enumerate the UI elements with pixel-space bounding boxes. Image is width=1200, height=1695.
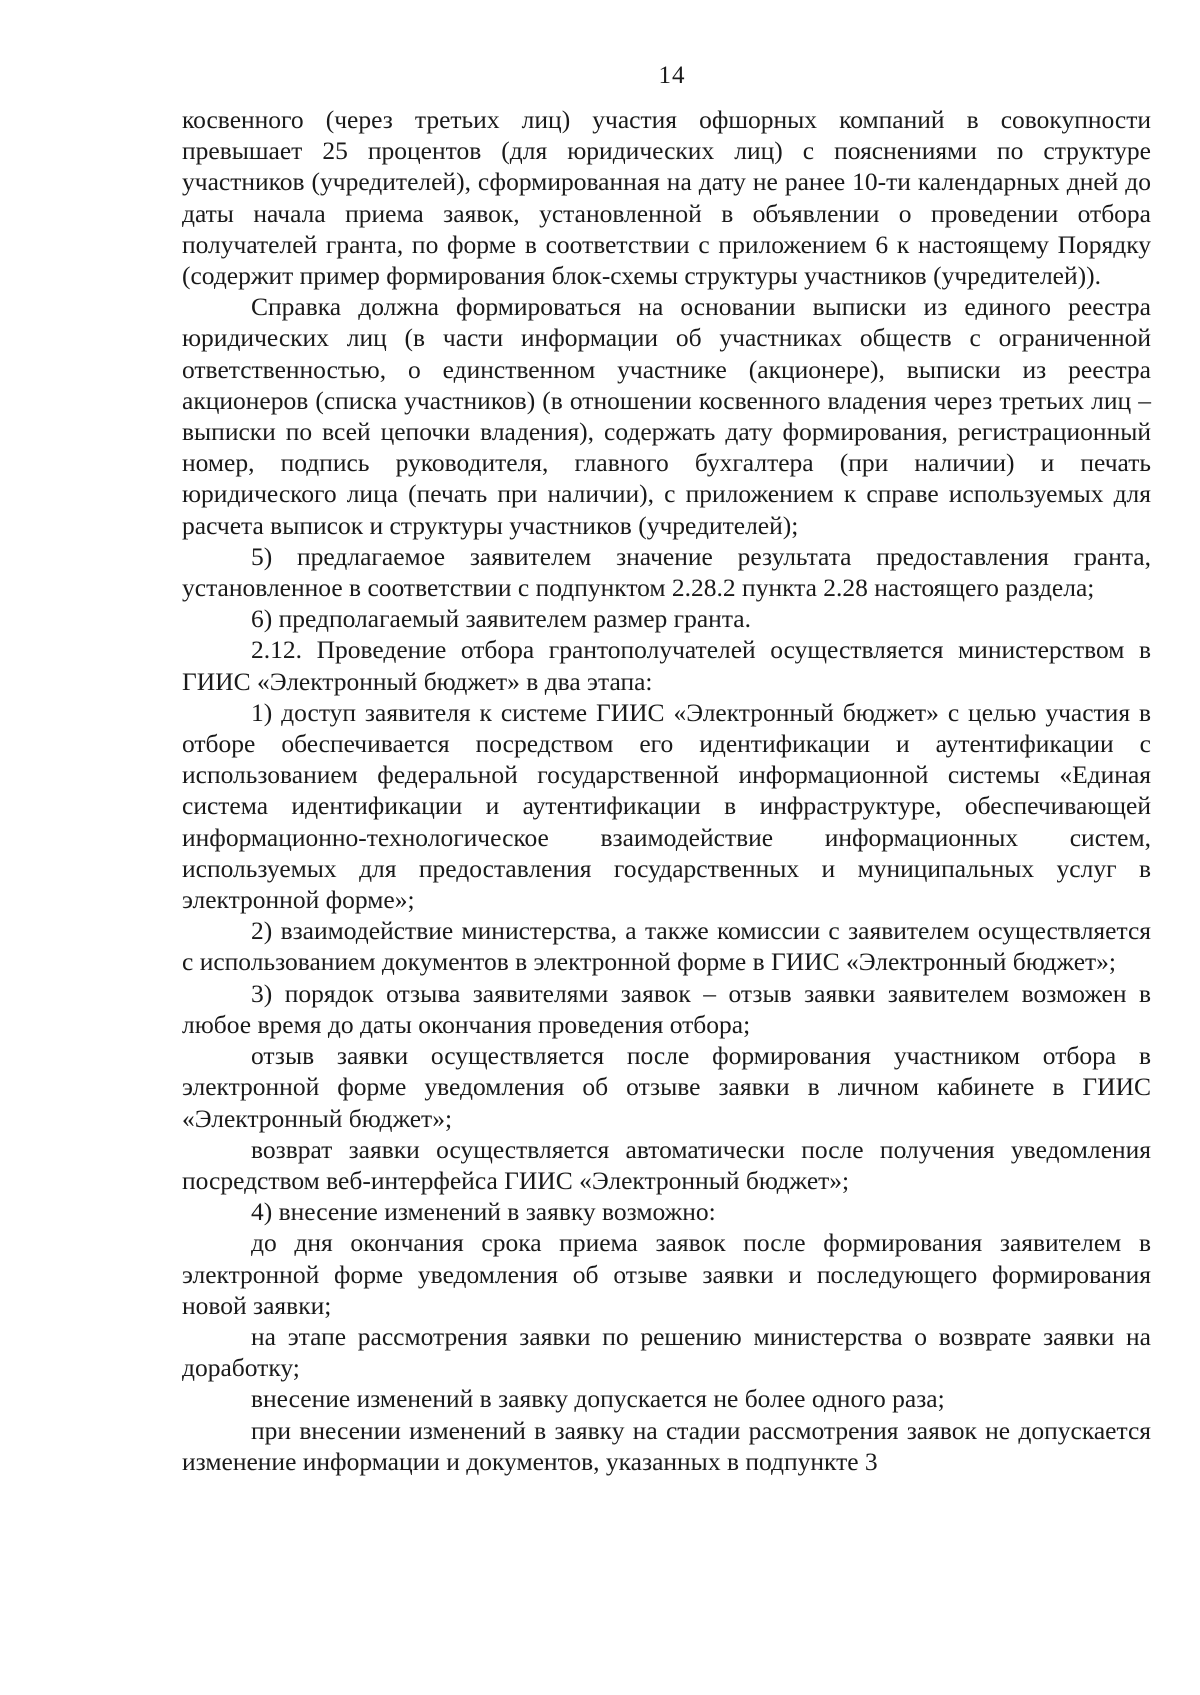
paragraph-changes-once: внесение изменений в заявку допускается не более одного раза; — [251, 1384, 945, 1414]
paragraph-item-6-grant-size: 6) предполагаемый заявителем размер гранта. — [251, 604, 751, 634]
page-number: 14 — [658, 62, 686, 89]
paragraph-certificate-requirements: Справка должна формироваться на основании выписки из единого реестра юридических лиц (в части информации об участниках обществ с ограниченной ответственностью, о единственном участнике (акционере), выписки из реестра акционеров (списка участников) (в отношении косвенного владения через третьих лиц – выписки по всей цепочки владения), содержать дату формирования, регистрационный номер, подпись руководителя, главного бухгалтера (при наличии) и печать юридического лица (печать при наличии), с приложением к справе используемых для расчета выписок и структуры участников (учредителей); — [182, 292, 1151, 540]
paragraph-offshore-continuation: косвенного (через третьих лиц) участия офшорных компаний в совокупности превышает 25 процентов (для юридических лиц) с пояснениями по структуре участников (учредителей), сформированная на дату не ранее 10-ти календарных дней до даты начала приема заявок, установленной в объявлении о проведении отбора получателей гранта, по форме в соответствии с приложением 6 к настоящему Порядку (содержит пример формирования блок-схемы структуры участников (учредителей)). — [182, 105, 1151, 291]
document-body — [182, 104, 1151, 1477]
paragraph-stage-2-interaction: 2) взаимодействие министерства, а также комиссии с заявителем осуществляется с использованием документов в электронной форме в ГИИС «Электронный бюджет»; — [182, 916, 1151, 977]
paragraph-changes-restriction: при внесении изменений в заявку на стадии рассмотрения заявок не допускается изменение информации и документов, указанных в подпункте 3 — [182, 1415, 1151, 1476]
paragraph-changes-on-review: на этапе рассмотрения заявки по решению министерства о возврате заявки на доработку; — [182, 1321, 1151, 1383]
paragraph-changes-before-deadline: до дня окончания срока приема заявок после формирования заявителем в электронной форме уведомления об отзыве заявки и последующего формирования новой заявки; — [182, 1228, 1151, 1320]
paragraph-item-3-withdrawal-order: 3) порядок отзыва заявителями заявок – отзыв заявки заявителем возможен в любое время до даты окончания проведения отбора; — [182, 978, 1151, 1039]
paragraph-item-4-changes: 4) внесение изменений в заявку возможно: — [251, 1197, 716, 1227]
paragraph-withdrawal-procedure: отзыв заявки осуществляется после формирования участником отбора в электронной форме уведомления об отзыве заявки в личном кабинете в ГИИС «Электронный бюджет»; — [182, 1041, 1151, 1133]
paragraph-section-2-12: 2.12. Проведение отбора грантополучателей осуществляется министерством в ГИИС «Электронный бюджет» в два этапа: — [182, 635, 1151, 696]
paragraph-application-return: возврат заявки осуществляется автоматически после получения уведомления посредством веб-интерфейса ГИИС «Электронный бюджет»; — [182, 1134, 1151, 1195]
paragraph-stage-1-access: 1) доступ заявителя к системе ГИИС «Электронный бюджет» с целью участия в отборе обеспечивается посредством его идентификации и аутентификации с использованием федеральной государственной информационной системы «Единая система идентификации и аутентификации в инфраструктуре, обеспечивающей информационно-технологическое взаимодействие информационных систем, используемых для предоставления государственных и муниципальных услуг в электронной форме»; — [182, 697, 1151, 915]
paragraph-item-5-result-value: 5) предлагаемое заявителем значение результата предоставления гранта, установленное в соответствии с подпунктом 2.28.2 пункта 2.28 настоящего раздела; — [182, 541, 1151, 603]
